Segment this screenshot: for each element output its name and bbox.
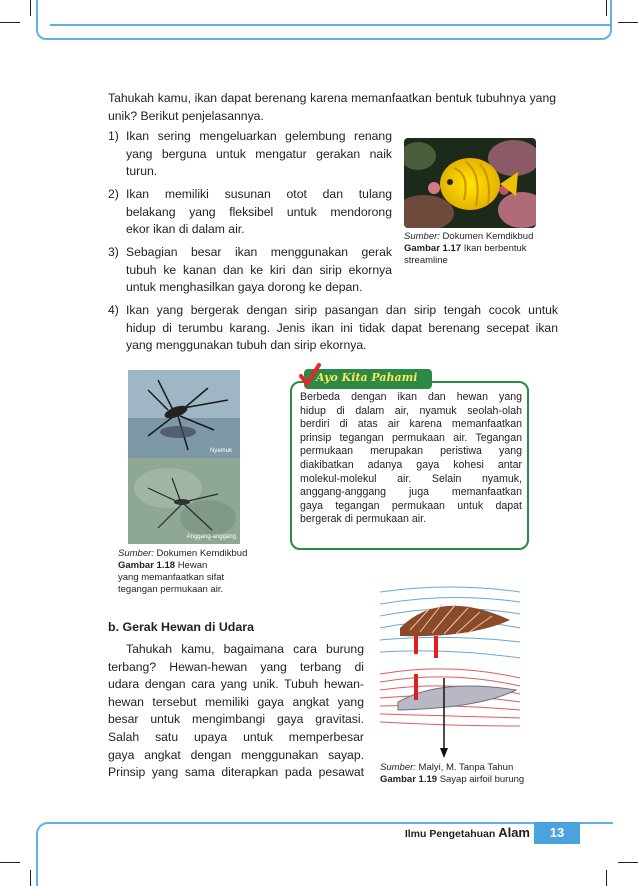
photo-label: Anggang-anggang xyxy=(186,534,236,540)
crop-mark xyxy=(30,0,31,16)
callout-line: molekul-molekul air. Selain nyamuk, xyxy=(300,472,522,485)
figure-label: Gambar 1.19 xyxy=(380,774,438,785)
list-item xyxy=(108,186,392,240)
top-frame xyxy=(36,0,612,40)
source-text: Dokumen Kemdikbud xyxy=(442,231,534,242)
paragraph-line: Salah satu upaya untuk memperbesar xyxy=(108,729,364,744)
top-divider xyxy=(50,24,610,26)
figure-1-19-caption xyxy=(380,762,550,786)
book-title-text: Ilmu Pengetahuan xyxy=(404,828,496,840)
caption-text: tegangan permukaan air. xyxy=(118,584,224,595)
crop-mark xyxy=(30,870,31,886)
paragraph-line: udara dengan cara yang unik. Tubuh hewan- xyxy=(108,677,364,692)
list-item xyxy=(108,244,392,298)
footer-frame xyxy=(36,822,56,886)
paragraph-line: gaya angkat dengan menggunakan sayap. xyxy=(108,747,364,762)
figure-label: Gambar 1.17 xyxy=(404,243,462,254)
callout-text xyxy=(300,391,522,527)
list-number: 2) xyxy=(108,187,119,201)
list-number: 4) xyxy=(108,303,119,317)
caption-text: Hewan xyxy=(177,560,208,571)
intro-paragraph: Tahukah kamu, ikan dapat berenang karena memanfaatkan bentuk tubuhnya yang unik? Berikut penjelasannya. xyxy=(108,91,556,123)
butterflyfish-photo xyxy=(404,138,536,228)
list-item xyxy=(108,302,558,356)
list-line: belakang yang fleksibel untuk mendorong xyxy=(126,204,392,219)
list-line: untuk menghasilkan gaya dorong ke depan. xyxy=(126,280,363,295)
list-line: yang menggunakan tubuh dan sirip ekornya. xyxy=(126,338,367,353)
paragraph-line: Prinsip yang sama diterapkan pada pesawat xyxy=(108,765,364,780)
crop-mark xyxy=(0,862,20,863)
source-label: Sumber: xyxy=(404,231,440,242)
mosquito-photo xyxy=(128,370,240,458)
list-line: ekor ikan di dalam air. xyxy=(126,222,245,237)
list-line: Ikan yang bergerak dengan sirip pasangan dan sirip tengah cocok untuk xyxy=(126,303,558,317)
section-heading: b. Gerak Hewan di Udara xyxy=(108,620,254,634)
paragraph-line: hewan tersebut memiliki gaya angkat yang xyxy=(108,694,364,709)
callout-line: bergerak di permukaan air. xyxy=(300,513,427,526)
crop-mark xyxy=(606,870,607,886)
paragraph-line: Tahukah kamu, bagaimana cara burung xyxy=(126,642,364,656)
callout-line: gaya tegangan permukaan untuk dapat xyxy=(300,499,522,512)
caption-text: yang memanfaatkan sifat xyxy=(118,572,225,583)
book-title xyxy=(380,824,530,842)
source-label: Sumber: xyxy=(118,548,154,559)
crop-mark xyxy=(0,22,20,23)
source-text: Dokumen Kemdikbud xyxy=(156,548,248,559)
crop-mark xyxy=(618,22,638,23)
list-line: Ikan sering mengeluarkan gelembung renang xyxy=(126,129,392,143)
figure-1-18-caption xyxy=(118,548,278,596)
callout-line: prinsip tegangan permukaan air. Tegangan xyxy=(300,431,522,444)
page-number: 13 xyxy=(534,822,580,844)
callout-title: Ayo Kita Pahami xyxy=(316,371,418,384)
list-line: turun. xyxy=(126,164,158,179)
list-line: tubuh ke kanan dan ke kiri dan sirip ekornya xyxy=(126,262,392,277)
callout-line: berdiri di atas air karena memanfaatkan xyxy=(300,418,522,431)
list-line: Ikan memiliki susunan otot dan tulang xyxy=(126,187,392,201)
caption-text: Ikan berbentuk xyxy=(463,243,527,254)
section-b-paragraph xyxy=(108,641,364,782)
figure-label: Gambar 1.18 xyxy=(118,560,176,571)
list-line: yang berguna untuk mengatur gerakan naik xyxy=(126,146,392,161)
caption-text: streamline xyxy=(404,255,448,266)
caption-text: Sayap airfoil burung xyxy=(439,774,525,785)
callout-line: diakibatkan adanya gaya kohesi antar xyxy=(300,458,522,471)
callout-line: hidup di dalam air, nyamuk seolah-olah xyxy=(300,404,522,417)
crop-mark xyxy=(618,862,638,863)
callout-line: anggang-anggang juga memanfaatkan xyxy=(300,486,522,499)
source-text: Malyi, M. Tanpa Tahun xyxy=(418,762,514,773)
list-line: Sebagian besar ikan menggunakan gerak xyxy=(126,245,392,259)
figure-1-17-caption xyxy=(404,231,554,267)
paragraph-line: besar untuk mengimbangi gaya gravitasi. xyxy=(108,712,364,727)
water-strider-photo xyxy=(128,458,240,544)
photo-label: Nyamuk xyxy=(209,448,232,454)
list-number: 3) xyxy=(108,245,119,259)
paragraph-line: terbang? Hewan-hewan yang terbang di xyxy=(108,659,364,674)
list-line: hidup di terumbu karang. Jenis ikan ini tidak dapat berenang secepat ikan xyxy=(126,320,558,335)
callout-line: Berbeda dengan ikan dan hewan yang xyxy=(300,391,522,403)
callout-line: permukaan merupakan peristiwa yang xyxy=(300,445,522,458)
book-title-end: Alam xyxy=(498,825,530,840)
list-number: 1) xyxy=(108,129,119,143)
source-label: Sumber: xyxy=(380,762,416,773)
airfoil-illustration xyxy=(380,578,520,760)
list-item xyxy=(108,128,392,182)
